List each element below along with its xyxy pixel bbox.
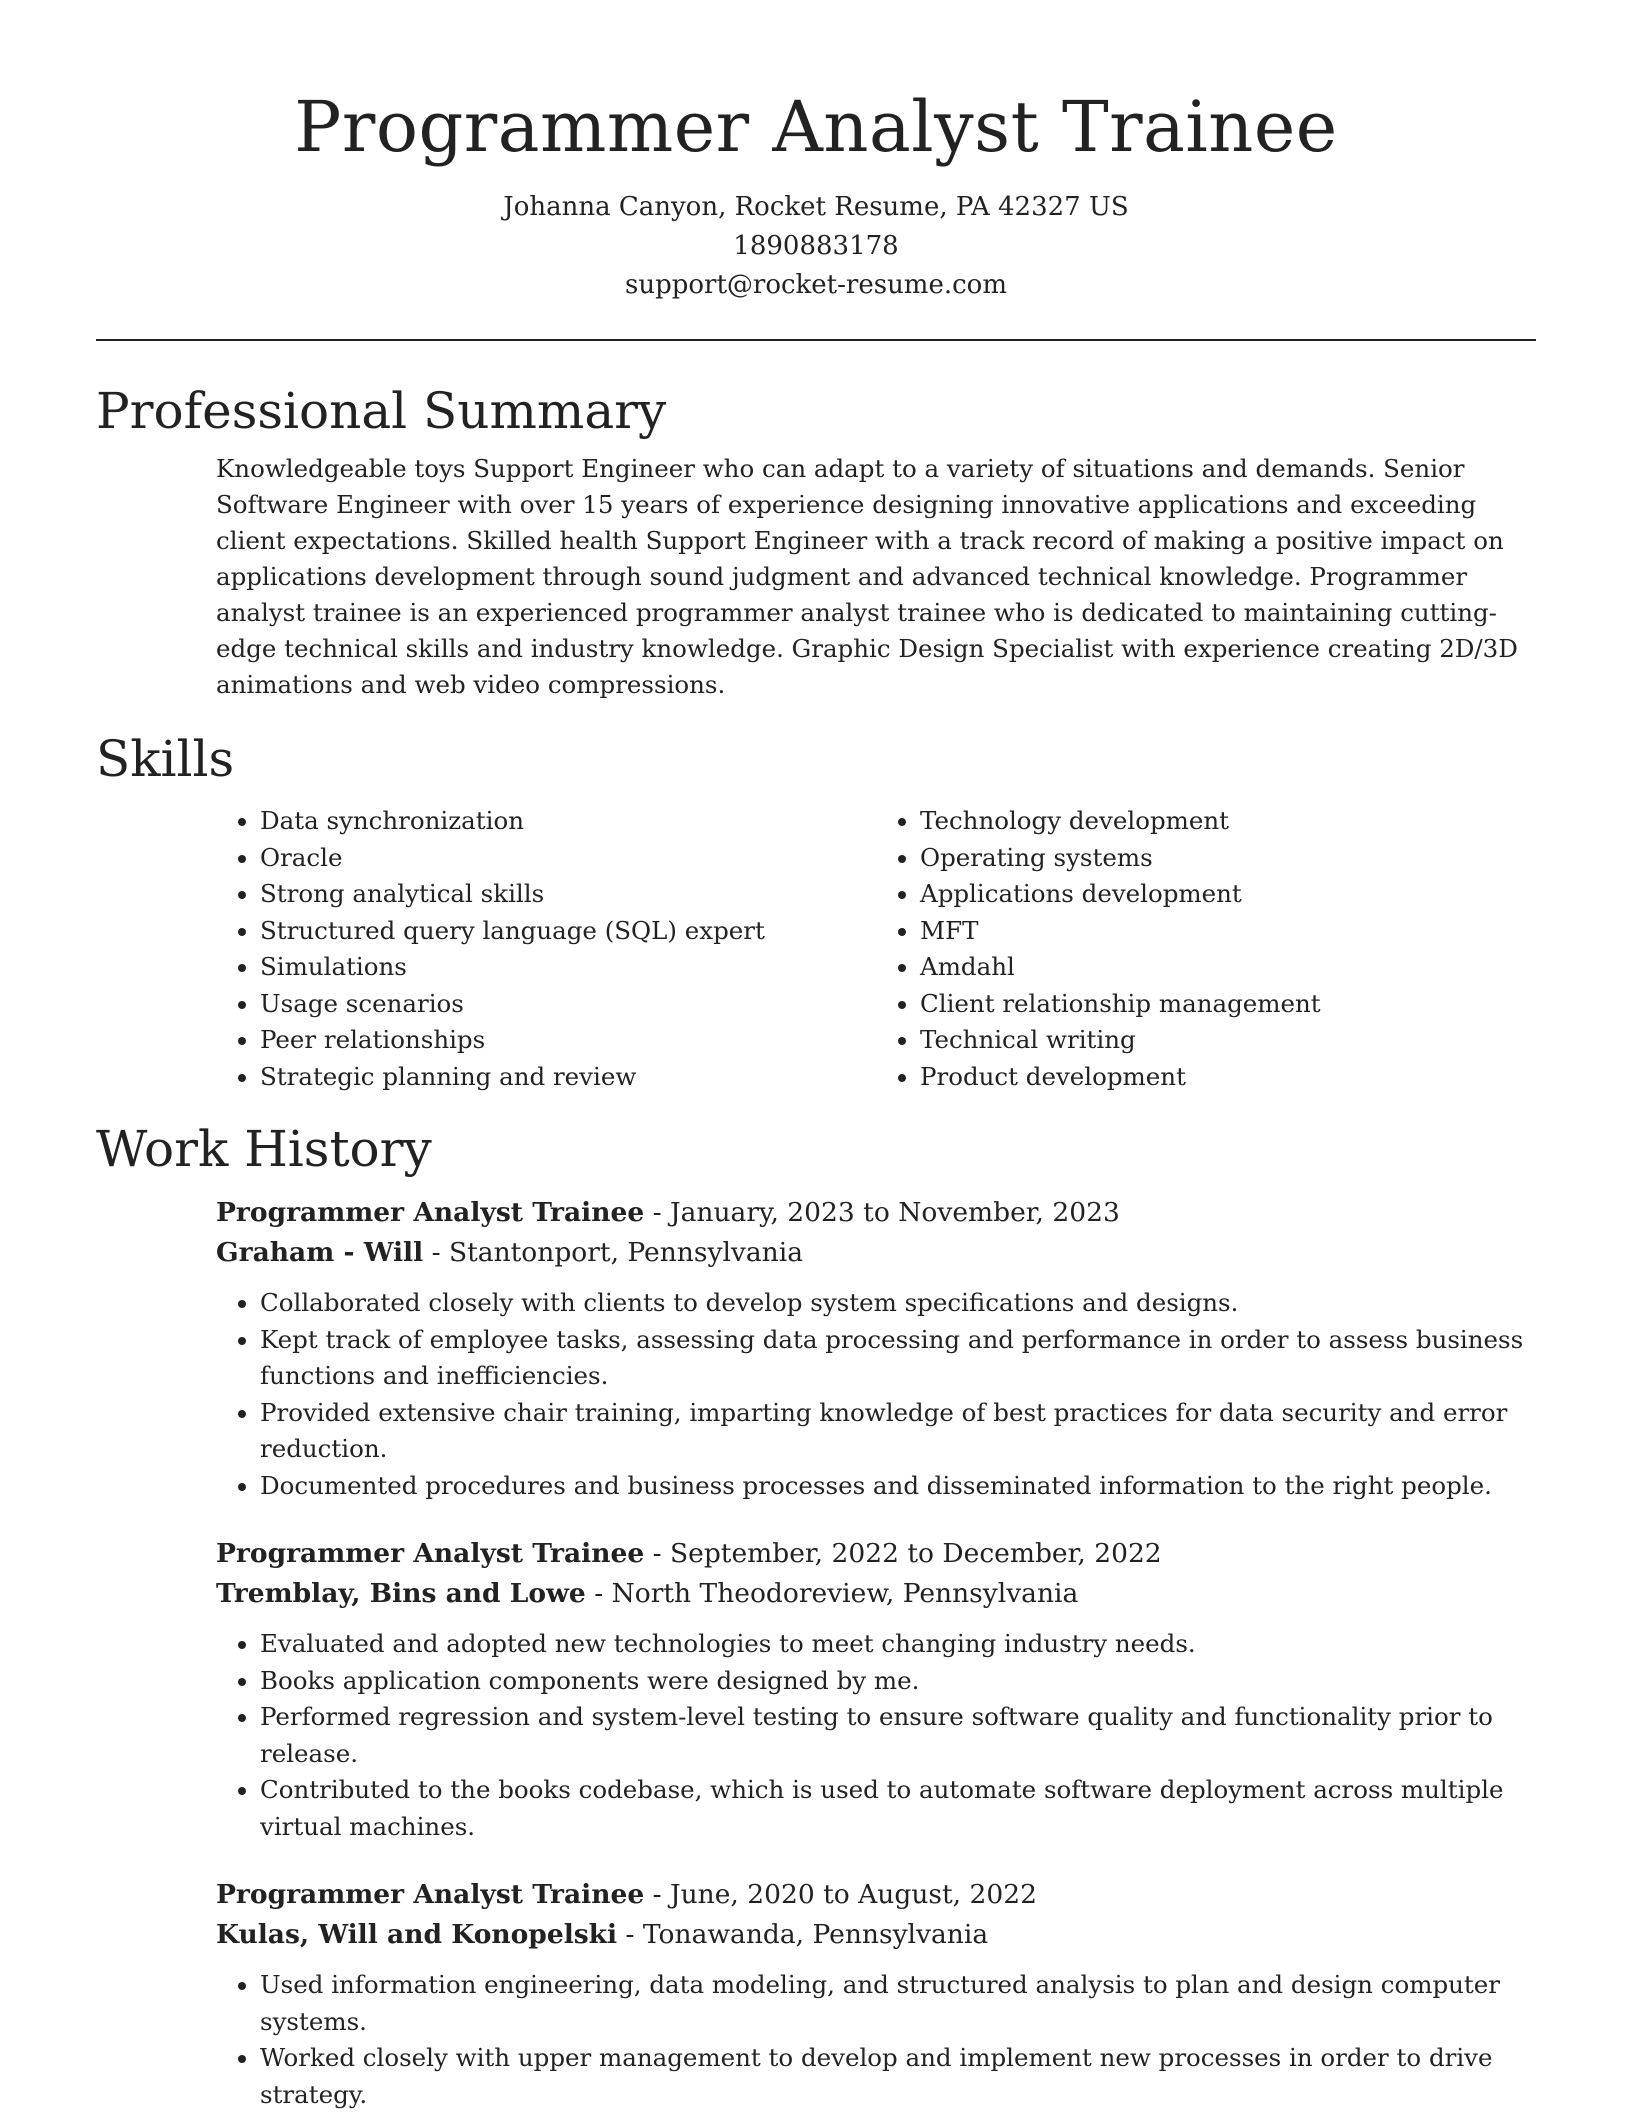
job-title-line [216,1193,1536,1233]
job-company: Graham - Will [216,1237,424,1268]
skill-item: • Amdahl [920,949,1536,986]
job-location: - Tonawanda, Pennsylvania [617,1919,989,1950]
job-entry [216,1875,1536,2113]
job-location: - Stantonport, Pennsylvania [423,1237,804,1268]
job-entry [216,1534,1536,1845]
skills-columns [216,803,1536,1095]
job-location: - North Theodoreview, Pennsylvania [585,1578,1079,1609]
resume-page [96,0,1536,2113]
skill-item: • Applications development [920,876,1536,913]
job-company-line [216,1915,1536,1955]
job-bullet: • Collaborated closely with clients to develop system specifications and designs. [260,1285,1536,1322]
skill-item: • Peer relationships [260,1022,876,1059]
job-bullet: • Performed regression and system-level testing to ensure software quality and functionality prior to release. [260,1699,1536,1772]
skills-title: Skills [96,730,235,788]
contact-email: support@rocket-resume.com [624,270,1007,300]
job-dates: - September, 2022 to December, 2022 [644,1538,1162,1569]
skill-item: • Technology development [920,803,1536,840]
skill-item: • Operating systems [920,840,1536,877]
skills-section [96,727,1536,1095]
skills-list-right [876,803,1536,1095]
job-bullets [216,1626,1536,1845]
summary-title: Professional Summary [96,382,667,440]
job-entry [216,1193,1536,1504]
job-title-line [216,1534,1536,1574]
job-bullet: • Kept track of employee tasks, assessing data processing and performance in order to assess business functions and inefficiencies. [260,1322,1536,1395]
job-bullet: • Worked closely with upper management to develop and implement new processes in order to drive strategy. [260,2040,1536,2113]
job-bullet: • Provided extensive chair training, imparting knowledge of best practices for data security and error reduction. [260,1395,1536,1468]
job-bullets [216,1285,1536,1504]
summary-text: Knowledgeable toys Support Engineer who can adapt to a variety of situations and demands. Senior Software Engineer with over 15 years of experience designing innovative applications and exceeding client expectations. Skilled health Support Engineer with a track record of making a positive impact on applications development through sound judgment and advanced technical knowledge. Programmer analyst trainee is an experienced programmer analyst trainee who is dedicated to maintaining cutting-edge technical skills and industry knowledge. Graphic Design Specialist with experience creating 2D/3D animations and web video compressions. [216,454,1518,699]
job-title: Programmer Analyst Trainee [216,1538,645,1569]
skill-item: • Technical writing [920,1022,1536,1059]
job-dates: - June, 2020 to August, 2022 [644,1879,1037,1910]
job-title: Programmer Analyst Trainee [216,1197,645,1228]
contact-block [96,188,1536,305]
contact-phone: 1890883178 [733,231,899,261]
skill-item: • Strategic planning and review [260,1059,876,1096]
summary-section [96,379,1536,703]
job-bullet: • Evaluated and adopted new technologies to meet changing industry needs. [260,1626,1536,1663]
header-divider [96,339,1536,341]
skill-item: • Strong analytical skills [260,876,876,913]
job-company: Kulas, Will and Konopelski [216,1919,618,1950]
skill-item: • Oracle [260,840,876,877]
skill-item: • Usage scenarios [260,986,876,1023]
job-bullet: • Books application components were designed by me. [260,1663,1536,1700]
work-history-title: Work History [96,1120,432,1178]
skill-item: • Product development [920,1059,1536,1096]
job-company: Tremblay, Bins and Lowe [216,1578,586,1609]
job-dates: - January, 2023 to November, 2023 [644,1197,1120,1228]
skills-list-left [216,803,876,1095]
skill-item: • Structured query language (SQL) expert [260,913,876,950]
skill-item: • Client relationship management [920,986,1536,1023]
work-history-section [96,1117,1536,2113]
job-company-line [216,1233,1536,1273]
resume-name: Programmer Analyst Trainee [294,86,1338,168]
skill-item: • Simulations [260,949,876,986]
job-company-line [216,1574,1536,1614]
job-bullets [216,1967,1536,2113]
skill-item: • MFT [920,913,1536,950]
job-bullet: • Documented procedures and business processes and disseminated information to the right people. [260,1468,1536,1505]
job-bullet: • Contributed to the books codebase, which is used to automate software deployment across multiple virtual machines. [260,1772,1536,1845]
contact-address: Johanna Canyon, Rocket Resume, PA 42327 US [503,192,1129,222]
job-title-line [216,1875,1536,1915]
resume-header [96,0,1536,305]
skill-item: • Data synchronization [260,803,876,840]
job-bullet: • Used information engineering, data modeling, and structured analysis to plan and design computer systems. [260,1967,1536,2040]
job-title: Programmer Analyst Trainee [216,1879,645,1910]
